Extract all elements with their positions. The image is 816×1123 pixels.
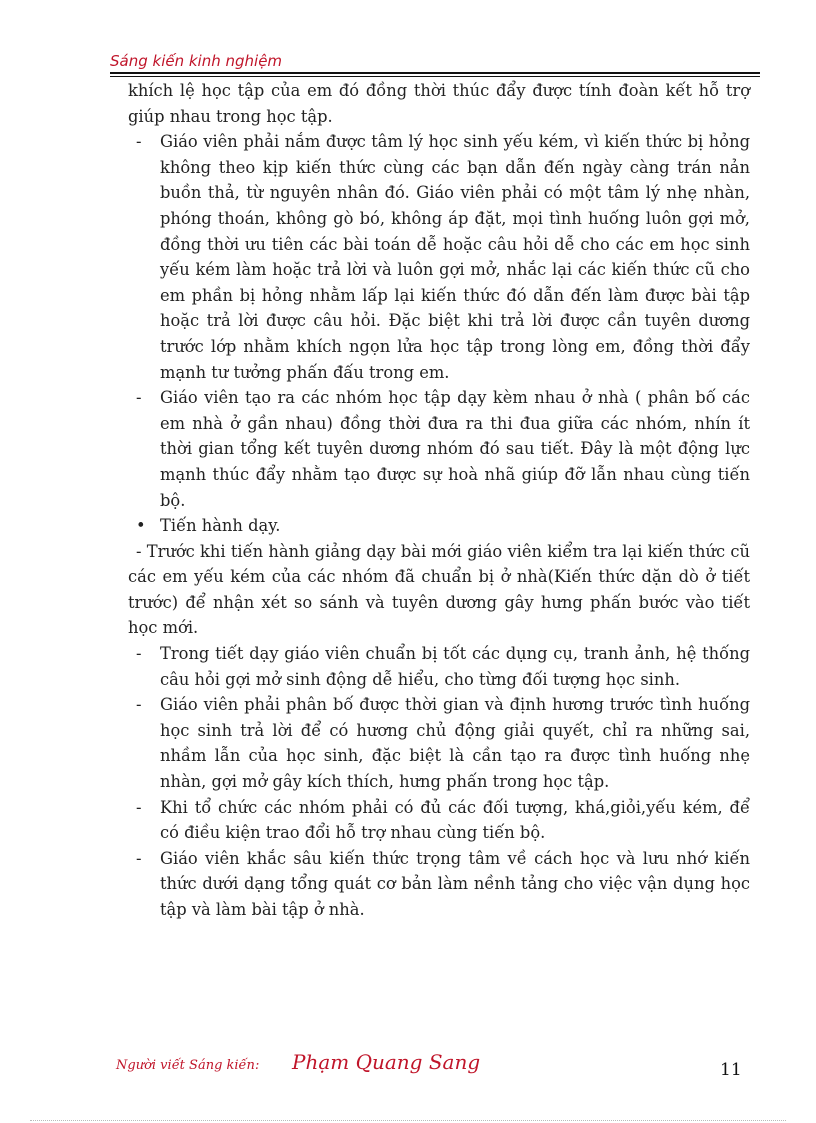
dash-marker: - [136, 848, 142, 868]
document-body [128, 78, 750, 923]
dash-marker: - [136, 132, 142, 152]
list-item [128, 692, 750, 794]
footer-author-name: Phạm Quang Sang [292, 1050, 481, 1074]
list-item-text: Khi tổ chức các nhóm phải có đủ các đối tượng, khá,giỏi,yếu kém, để có điều kiện trao đổi hỗ trợ nhau cùng tiến bộ. [160, 797, 750, 843]
list-item-text: Giáo viên tạo ra các nhóm học tập dạy kèm nhau ở nhà ( phân bố các em nhà ở gần nhau) đồng thời đưa ra thi đua giữa các nhóm, nhín ít thời gian tổng kết tuyên dương nhóm đó sau tiết. Đây là một động lực mạnh thúc đẩy nhằm tạo được sự hoà nhã giúp đỡ lẫn nhau cùng tiến bộ. [160, 388, 750, 510]
list-item-text: Giáo viên khắc sâu kiến thức trọng tâm về cách học và lưu nhớ kiến thức dưới dạng tổng quát cơ bản làm nềnh tảng cho việc vận dụng học tập và làm bài tập ở nhà. [160, 848, 750, 919]
list-item-text: Giáo viên phải nắm được tâm lý học sinh yếu kém, vì kiến thức bị hỏng không theo kịp kiến thức cùng các bạn dẫn đến ngày càng trán nản buồn thả, từ nguyên nhân đó. Giáo viên phải có một tâm lý nhẹ nhàn, phóng thoán, không gò bó, không áp đặt, mọi tình huống luôn gợi mở, đồng thời ưu tiên các bài toán dễ hoặc câu hỏi dễ cho các em học sinh yếu kém làm hoặc trả lời và luôn gợi mở, nhắc lại các kiến thức cũ cho em phần bị hỏng nhằm lấp lại kiến thức đó dẫn đến làm được bài tập hoặc trả lời được câu hỏi. Đặc biệt khi trả lời được cần tuyên dương trước lớp nhằm khích ngọn lửa học tập trong lòng em, đồng thời đẩy mạnh tư tưởng phấn đấu trong em. [160, 132, 750, 382]
dash-marker: - [136, 388, 142, 408]
body-paragraph: - Trước khi tiến hành giảng dạy bài mới giáo viên kiểm tra lại kiến thức cũ các em yếu kém của các nhóm đã chuẩn bị ở nhà(Kiến thức dặn dò ở tiết trước) để nhận xét so sánh và tuyên dương gây hưng phấn bước vào tiết học mới. [128, 541, 750, 638]
list-item [128, 129, 750, 385]
bullet-dot-icon: • [136, 516, 146, 536]
list-item [128, 641, 750, 692]
intro-paragraph: khích lệ học tập của em đó đồng thời thúc đẩy được tính đoàn kết hỗ trợ giúp nhau trong học tập. [128, 81, 750, 126]
page-bottom-divider [30, 1120, 786, 1121]
footer-author-label: Người viết Sáng kiến: [116, 1058, 260, 1073]
section-heading: Tiến hành dạy. [160, 516, 281, 536]
list-item [128, 385, 750, 513]
page-number: 11 [720, 1060, 742, 1080]
dash-marker: - [136, 644, 142, 664]
header-rule-thin [110, 76, 760, 77]
header-rule-thick [110, 72, 760, 74]
list-item [128, 795, 750, 846]
list-item [128, 846, 750, 923]
dot-list-item [128, 513, 750, 539]
dash-marker: - [136, 797, 142, 817]
dash-marker: - [136, 695, 142, 715]
list-item-text: Trong tiết dạy giáo viên chuẩn bị tốt các dụng cụ, tranh ảnh, hệ thống câu hỏi gợi mở sinh động dễ hiểu, cho từng đối tượng học sinh. [160, 644, 750, 689]
list-item-text: Giáo viên phải phân bố được thời gian và định hương trước tình huống học sinh trả lời để có hương chủ động giải quyết, chỉ ra những sai, nhầm lẫn của học sinh, đặc biệt là cần tạo ra được tình huống nhẹ nhàn, gợi mở gây kích thích, hưng phấn trong học tập. [160, 695, 750, 792]
document-header-title: Sáng kiến kinh nghiệm [110, 52, 283, 70]
